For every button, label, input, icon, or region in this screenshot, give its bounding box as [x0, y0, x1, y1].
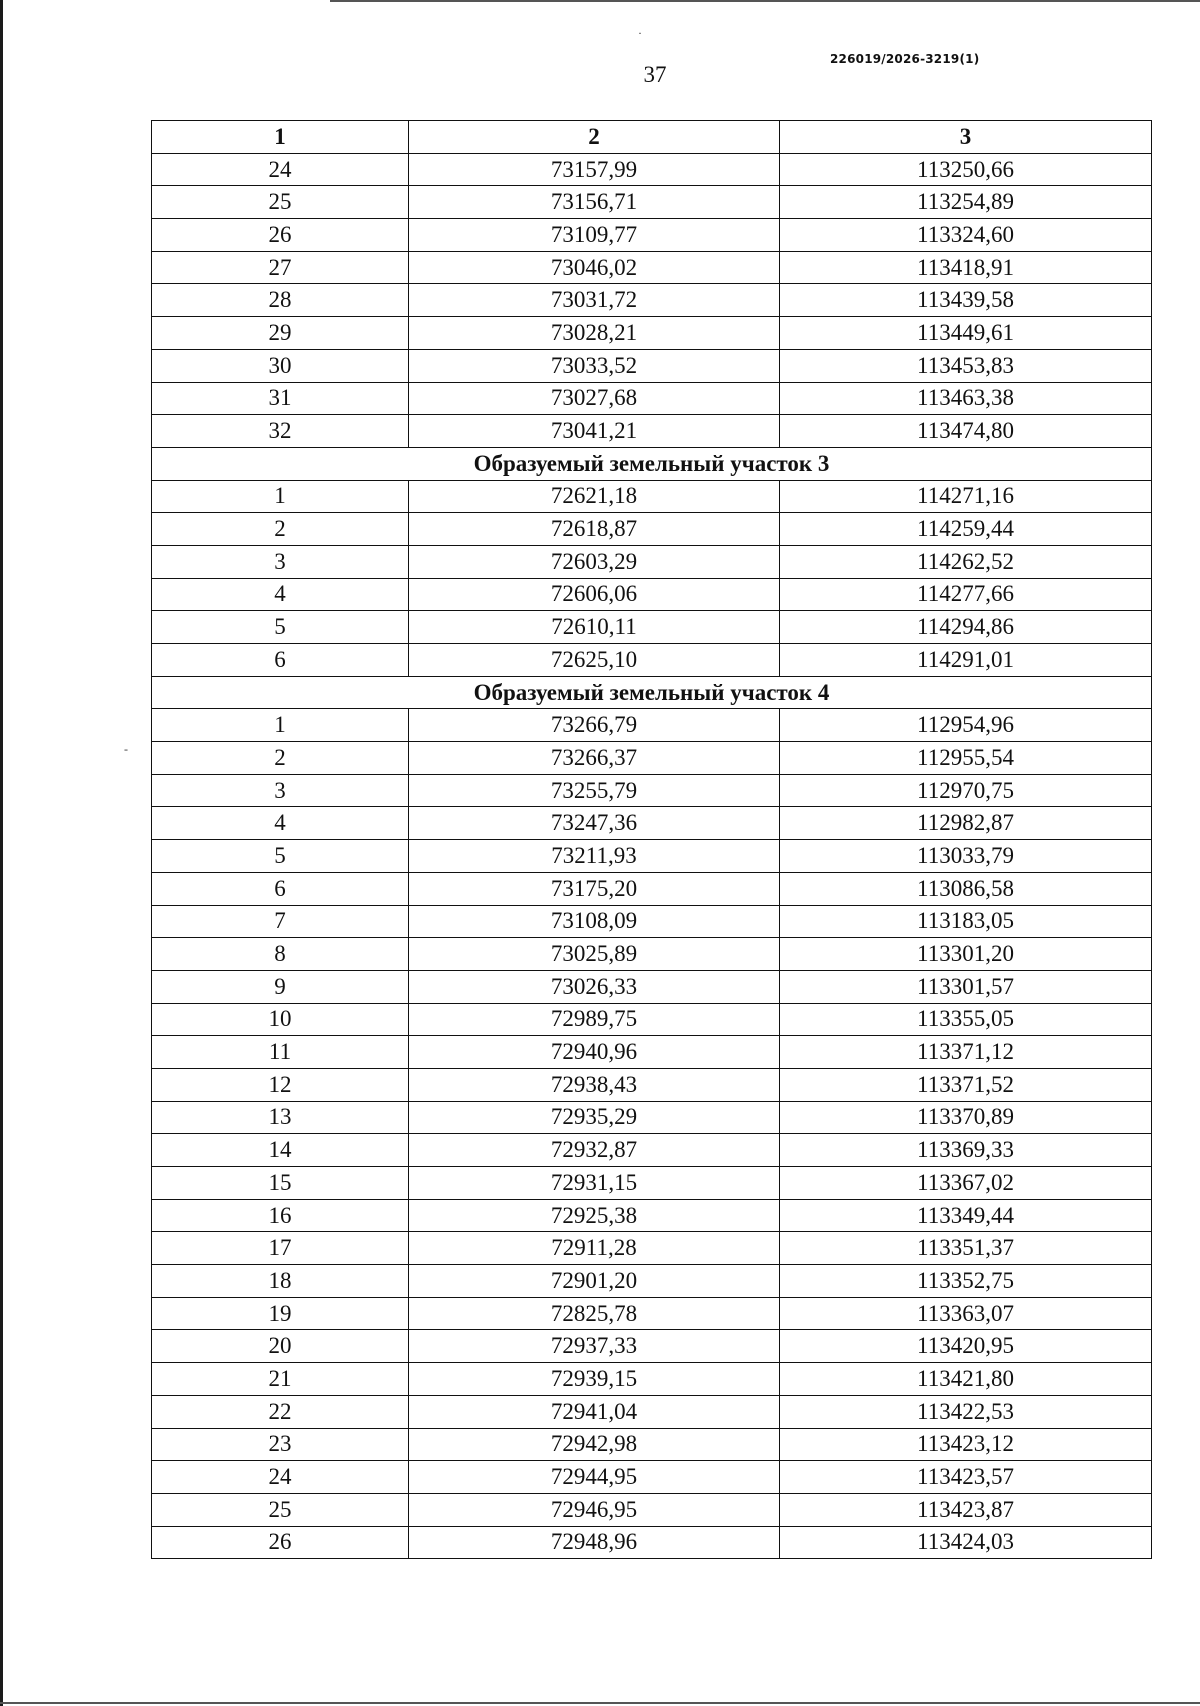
y-coordinate-cell: 113086,58 [780, 872, 1152, 905]
y-coordinate-cell: 112970,75 [780, 774, 1152, 807]
point-number-cell: 5 [152, 840, 409, 873]
x-coordinate-cell: 73026,33 [409, 970, 780, 1003]
x-coordinate-cell: 72925,38 [409, 1199, 780, 1232]
table-row [152, 1232, 1152, 1265]
table-row [152, 611, 1152, 644]
y-coordinate-cell: 113449,61 [780, 317, 1152, 350]
table-row [152, 970, 1152, 1003]
table-row [152, 1068, 1152, 1101]
table-row [152, 480, 1152, 513]
point-number-cell: 19 [152, 1297, 409, 1330]
x-coordinate-cell: 73266,79 [409, 709, 780, 742]
section-title: Образуемый земельный участок 3 [152, 447, 1152, 480]
page-number: 37 [643, 62, 667, 87]
table-row [152, 872, 1152, 905]
column-header-point-number: 1 [152, 121, 409, 154]
point-number-cell: 22 [152, 1395, 409, 1428]
scan-left-edge [0, 0, 3, 1706]
table-row [152, 284, 1152, 317]
point-number-cell: 26 [152, 219, 409, 252]
x-coordinate-cell: 73175,20 [409, 872, 780, 905]
table-row [152, 905, 1152, 938]
table-row [152, 1330, 1152, 1363]
x-coordinate-cell: 72935,29 [409, 1101, 780, 1134]
y-coordinate-cell: 113453,83 [780, 349, 1152, 382]
section-row [152, 447, 1152, 480]
point-number-cell: 10 [152, 1003, 409, 1036]
point-number-cell: 1 [152, 709, 409, 742]
x-coordinate-cell: 73025,89 [409, 938, 780, 971]
x-coordinate-cell: 72940,96 [409, 1036, 780, 1069]
y-coordinate-cell: 114277,66 [780, 578, 1152, 611]
point-number-cell: 25 [152, 1493, 409, 1526]
point-number-cell: 26 [152, 1526, 409, 1559]
point-number-cell: 32 [152, 415, 409, 448]
table-row [152, 1101, 1152, 1134]
y-coordinate-cell: 113352,75 [780, 1265, 1152, 1298]
table-row [152, 153, 1152, 186]
x-coordinate-cell: 73266,37 [409, 742, 780, 775]
table-row [152, 186, 1152, 219]
x-coordinate-cell: 72937,33 [409, 1330, 780, 1363]
x-coordinate-cell: 72825,78 [409, 1297, 780, 1330]
table-row [152, 578, 1152, 611]
x-coordinate-cell: 72942,98 [409, 1428, 780, 1461]
y-coordinate-cell: 113363,07 [780, 1297, 1152, 1330]
point-number-cell: 24 [152, 153, 409, 186]
y-coordinate-cell: 114259,44 [780, 513, 1152, 546]
table-row [152, 742, 1152, 775]
table-row [152, 513, 1152, 546]
table-row [152, 1297, 1152, 1330]
point-number-cell: 24 [152, 1461, 409, 1494]
x-coordinate-cell: 72941,04 [409, 1395, 780, 1428]
table-row [152, 317, 1152, 350]
x-coordinate-cell: 72901,20 [409, 1265, 780, 1298]
point-number-cell: 17 [152, 1232, 409, 1265]
point-number-cell: 11 [152, 1036, 409, 1069]
table-row [152, 938, 1152, 971]
x-coordinate-cell: 72948,96 [409, 1526, 780, 1559]
y-coordinate-cell: 113421,80 [780, 1363, 1152, 1396]
y-coordinate-cell: 112982,87 [780, 807, 1152, 840]
point-number-cell: 6 [152, 872, 409, 905]
table-row [152, 1199, 1152, 1232]
x-coordinate-cell: 73157,99 [409, 153, 780, 186]
document-code: 226019/2026-3219(1) [830, 52, 980, 66]
table-row [152, 545, 1152, 578]
y-coordinate-cell: 113254,89 [780, 186, 1152, 219]
section-row [152, 676, 1152, 709]
column-header-x-coordinate: 2 [409, 121, 780, 154]
table-row [152, 349, 1152, 382]
point-number-cell: 2 [152, 513, 409, 546]
y-coordinate-cell: 114262,52 [780, 545, 1152, 578]
table-row [152, 1167, 1152, 1200]
x-coordinate-cell: 72932,87 [409, 1134, 780, 1167]
y-coordinate-cell: 113349,44 [780, 1199, 1152, 1232]
scan-speck: - [124, 742, 128, 756]
y-coordinate-cell: 113301,57 [780, 970, 1152, 1003]
y-coordinate-cell: 113355,05 [780, 1003, 1152, 1036]
point-number-cell: 21 [152, 1363, 409, 1396]
table-body [152, 153, 1152, 1559]
y-coordinate-cell: 113324,60 [780, 219, 1152, 252]
point-number-cell: 29 [152, 317, 409, 350]
y-coordinate-cell: 113369,33 [780, 1134, 1152, 1167]
scan-speck: · [638, 26, 642, 40]
y-coordinate-cell: 113423,57 [780, 1461, 1152, 1494]
y-coordinate-cell: 113033,79 [780, 840, 1152, 873]
table-row [152, 1395, 1152, 1428]
y-coordinate-cell: 113423,12 [780, 1428, 1152, 1461]
x-coordinate-cell: 73027,68 [409, 382, 780, 415]
table-row [152, 644, 1152, 677]
x-coordinate-cell: 73247,36 [409, 807, 780, 840]
point-number-cell: 27 [152, 251, 409, 284]
y-coordinate-cell: 112955,54 [780, 742, 1152, 775]
x-coordinate-cell: 72911,28 [409, 1232, 780, 1265]
point-number-cell: 16 [152, 1199, 409, 1232]
y-coordinate-cell: 113250,66 [780, 153, 1152, 186]
table-row [152, 1493, 1152, 1526]
scan-bottom-edge [0, 1702, 1200, 1704]
x-coordinate-cell: 73041,21 [409, 415, 780, 448]
x-coordinate-cell: 73156,71 [409, 186, 780, 219]
x-coordinate-cell: 73211,93 [409, 840, 780, 873]
y-coordinate-cell: 113370,89 [780, 1101, 1152, 1134]
point-number-cell: 9 [152, 970, 409, 1003]
table-row [152, 1363, 1152, 1396]
point-number-cell: 31 [152, 382, 409, 415]
point-number-cell: 3 [152, 774, 409, 807]
x-coordinate-cell: 72946,95 [409, 1493, 780, 1526]
point-number-cell: 1 [152, 480, 409, 513]
x-coordinate-cell: 72938,43 [409, 1068, 780, 1101]
table-row [152, 840, 1152, 873]
y-coordinate-cell: 113422,53 [780, 1395, 1152, 1428]
x-coordinate-cell: 73033,52 [409, 349, 780, 382]
x-coordinate-cell: 72621,18 [409, 480, 780, 513]
table-row [152, 709, 1152, 742]
point-number-cell: 13 [152, 1101, 409, 1134]
point-number-cell: 25 [152, 186, 409, 219]
point-number-cell: 15 [152, 1167, 409, 1200]
section-title: Образуемый земельный участок 4 [152, 676, 1152, 709]
x-coordinate-cell: 73108,09 [409, 905, 780, 938]
y-coordinate-cell: 113463,38 [780, 382, 1152, 415]
coordinates-table [151, 120, 1152, 1559]
table-row [152, 1003, 1152, 1036]
x-coordinate-cell: 73255,79 [409, 774, 780, 807]
y-coordinate-cell: 114291,01 [780, 644, 1152, 677]
point-number-cell: 28 [152, 284, 409, 317]
point-number-cell: 5 [152, 611, 409, 644]
x-coordinate-cell: 72610,11 [409, 611, 780, 644]
y-coordinate-cell: 113439,58 [780, 284, 1152, 317]
y-coordinate-cell: 113367,02 [780, 1167, 1152, 1200]
y-coordinate-cell: 113351,37 [780, 1232, 1152, 1265]
table-row [152, 1265, 1152, 1298]
table-header-row [152, 121, 1152, 154]
x-coordinate-cell: 72989,75 [409, 1003, 780, 1036]
x-coordinate-cell: 72625,10 [409, 644, 780, 677]
point-number-cell: 14 [152, 1134, 409, 1167]
table-row [152, 1428, 1152, 1461]
table-row [152, 1036, 1152, 1069]
y-coordinate-cell: 113418,91 [780, 251, 1152, 284]
x-coordinate-cell: 73046,02 [409, 251, 780, 284]
point-number-cell: 4 [152, 578, 409, 611]
y-coordinate-cell: 114294,86 [780, 611, 1152, 644]
x-coordinate-cell: 72603,29 [409, 545, 780, 578]
point-number-cell: 18 [152, 1265, 409, 1298]
table-row [152, 774, 1152, 807]
y-coordinate-cell: 113371,12 [780, 1036, 1152, 1069]
scan-top-edge [330, 0, 1200, 2]
y-coordinate-cell: 113423,87 [780, 1493, 1152, 1526]
point-number-cell: 6 [152, 644, 409, 677]
point-number-cell: 4 [152, 807, 409, 840]
point-number-cell: 23 [152, 1428, 409, 1461]
y-coordinate-cell: 113424,03 [780, 1526, 1152, 1559]
point-number-cell: 8 [152, 938, 409, 971]
y-coordinate-cell: 112954,96 [780, 709, 1152, 742]
y-coordinate-cell: 113371,52 [780, 1068, 1152, 1101]
column-header-y-coordinate: 3 [780, 121, 1152, 154]
x-coordinate-cell: 72944,95 [409, 1461, 780, 1494]
point-number-cell: 12 [152, 1068, 409, 1101]
y-coordinate-cell: 113474,80 [780, 415, 1152, 448]
table-row [152, 1134, 1152, 1167]
point-number-cell: 30 [152, 349, 409, 382]
table-row [152, 219, 1152, 252]
table-row [152, 382, 1152, 415]
table-row [152, 807, 1152, 840]
table-row [152, 415, 1152, 448]
x-coordinate-cell: 72939,15 [409, 1363, 780, 1396]
x-coordinate-cell: 73109,77 [409, 219, 780, 252]
point-number-cell: 20 [152, 1330, 409, 1363]
y-coordinate-cell: 113183,05 [780, 905, 1152, 938]
table-row [152, 1526, 1152, 1559]
x-coordinate-cell: 73031,72 [409, 284, 780, 317]
point-number-cell: 3 [152, 545, 409, 578]
x-coordinate-cell: 72606,06 [409, 578, 780, 611]
x-coordinate-cell: 72931,15 [409, 1167, 780, 1200]
table-row [152, 251, 1152, 284]
table-row [152, 1461, 1152, 1494]
x-coordinate-cell: 73028,21 [409, 317, 780, 350]
x-coordinate-cell: 72618,87 [409, 513, 780, 546]
y-coordinate-cell: 113420,95 [780, 1330, 1152, 1363]
point-number-cell: 7 [152, 905, 409, 938]
y-coordinate-cell: 114271,16 [780, 480, 1152, 513]
point-number-cell: 2 [152, 742, 409, 775]
y-coordinate-cell: 113301,20 [780, 938, 1152, 971]
